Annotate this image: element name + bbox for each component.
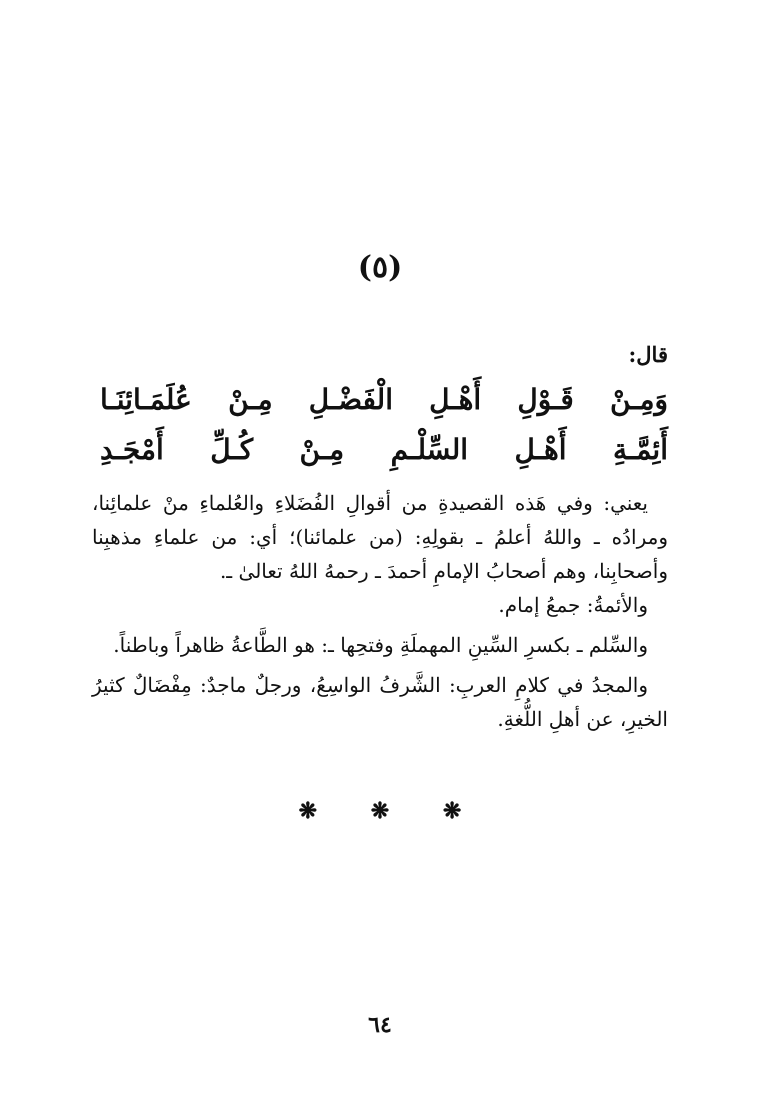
commentary-paragraph-2: والأئمةُ: جمعُ إمام. (498, 593, 648, 617)
commentary-paragraph-4: والمجدُ في كلامِ العربِ: الشَّرفُ الواسِعُ، ورجلٌ ماجدٌ: مِفْضَالٌ كثيرُ الخيرِ، عن أهلِ اللُّغةِ. (92, 673, 668, 731)
commentary-body (92, 486, 668, 736)
separator-star-icon: ❋ (442, 798, 462, 824)
commentary-paragraph-1: يعني: وفي هَذه القصيدةِ من أقوالِ الفُضَلاءِ والعُلماءِ منْ علمائِنا، ومرادُه ـ واللهُ أعلمُ ـ بقولِهِ: (من علمائنا)؛ أي: من علماءِ مذهبِنا وأصحابِنا، وهم أصحابُ الإمامِ أحمدَ ـ رحمهُ اللهُ تعالىٰ ـ. (92, 491, 668, 583)
section-separator (0, 798, 760, 824)
separator-star-icon: ❋ (298, 798, 318, 824)
separator-star-icon: ❋ (370, 798, 390, 824)
verse-line-2: أَئِمَّـةِ أَهْـلِ السِّلْـمِ مِـنْ كُـلِّ أَمْجَـدِ (100, 433, 668, 466)
commentary-paragraph-3: والسِّلم ـ بكسرِ السِّينِ المهملَةِ وفتحِها ـ: هو الطَّاعةُ ظاهراً وباطناً. (113, 633, 648, 657)
page-number: ٦٤ (368, 1012, 392, 1038)
verse-line-1: وَمِـنْ قَـوْلِ أَهْـلِ الْفَضْـلِ مِـنْ عُلَمَـائِنَـا (100, 383, 668, 416)
section-number: (٥) (357, 250, 403, 285)
speaker-label: قال: (628, 342, 668, 367)
